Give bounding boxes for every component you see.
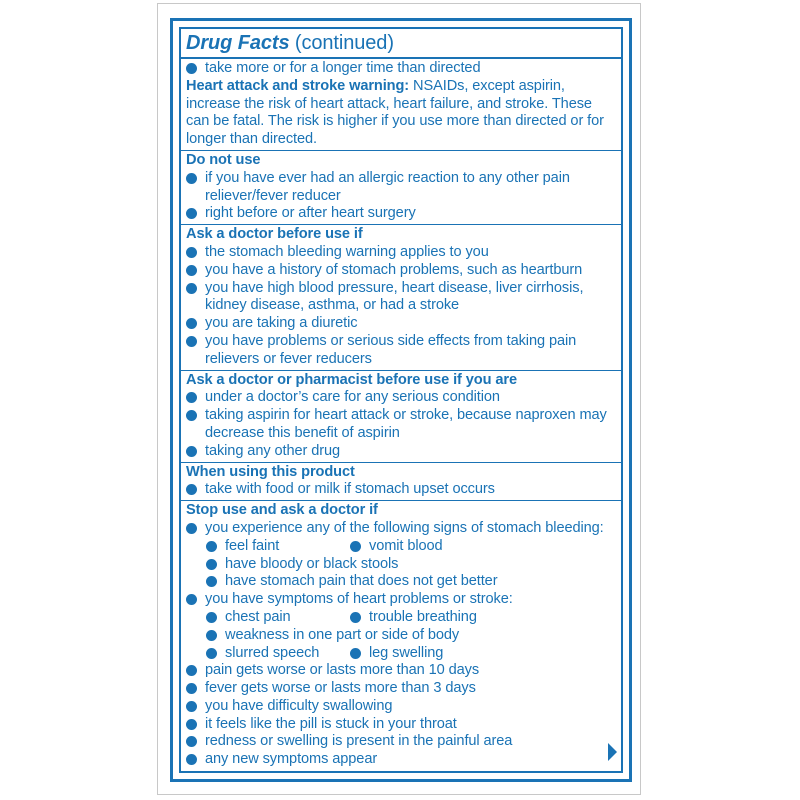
bullet-dot-icon: [186, 719, 197, 730]
list-item: you have difficulty swallowing: [186, 698, 617, 716]
sub-list-pair: [186, 538, 617, 556]
bullet-dot-icon: [350, 541, 361, 552]
list-item: any new symptoms appear: [186, 751, 617, 769]
bullet-dot-icon: [206, 630, 217, 641]
bullet-dot-icon: [186, 318, 197, 329]
list-item: taking aspirin for heart attack or stroke, because naproxen may decrease this benefit of aspirin: [186, 407, 617, 443]
bullet-dot-icon: [206, 559, 217, 570]
sub-list-item: feel faint: [186, 538, 350, 556]
bullet-dot-icon: [206, 648, 217, 659]
bullet-dot-icon: [206, 576, 217, 587]
list-item: you have problems or serious side effects from taking pain relievers or fever reducers: [186, 333, 617, 369]
bullet-dot-icon: [186, 683, 197, 694]
drug-facts-content: [179, 27, 623, 773]
bullet-dot-icon: [186, 701, 197, 712]
list-item: you have high blood pressure, heart disease, liver cirrhosis, kidney disease, asthma, or had a stroke: [186, 280, 617, 316]
intro-section: [181, 59, 621, 151]
bullet-dot-icon: [186, 283, 197, 294]
section-heading: When using this product: [186, 463, 355, 480]
list-item: the stomach bleeding warning applies to you: [186, 244, 617, 262]
bullet-dot-icon: [186, 484, 197, 495]
section-heading: Do not use: [186, 151, 261, 168]
title-bold: Drug Facts: [186, 32, 290, 54]
bullet-dot-icon: [186, 523, 197, 534]
bullet-dot-icon: [186, 736, 197, 747]
list-item: you experience any of the following signs of stomach bleeding:: [186, 520, 617, 538]
page-title: [181, 29, 621, 59]
heart-attack-warning: Heart attack and stroke warning: NSAIDs, except aspirin, increase the risk of heart attack, heart failure, and stroke. These can be fatal. The risk is higher if you use more than directed or for longer than directed.: [186, 77, 604, 148]
list-item: you have a history of stomach problems, such as heartburn: [186, 262, 617, 280]
bullet-dot-icon: [350, 612, 361, 623]
sub-list-item: have bloody or black stools: [186, 556, 617, 574]
sub-list-item: leg swelling: [350, 645, 443, 663]
sub-list-item: trouble breathing: [350, 609, 477, 627]
bullet-dot-icon: [206, 612, 217, 623]
bullet-dot-icon: [186, 754, 197, 765]
list-item: take with food or milk if stomach upset occurs: [186, 481, 617, 499]
list-item: right before or after heart surgery: [186, 205, 617, 223]
bullet-dot-icon: [186, 410, 197, 421]
stop-use-section: [181, 501, 621, 770]
bullet-dot-icon: [186, 336, 197, 347]
bullet-dot-icon: [206, 541, 217, 552]
list-item: you are taking a diuretic: [186, 315, 617, 333]
bullet-dot-icon: [186, 63, 197, 74]
list-item: you have symptoms of heart problems or stroke:: [186, 591, 617, 609]
title-continued: (continued): [289, 32, 394, 54]
sub-list-item: slurred speech: [186, 645, 350, 663]
list-item: taking any other drug: [186, 443, 617, 461]
drug-facts-panel: [170, 18, 632, 782]
sub-list-item: have stomach pain that does not get better: [186, 573, 617, 591]
bullet-dot-icon: [186, 247, 197, 258]
sub-list-pair: [186, 645, 617, 663]
list-item: it feels like the pill is stuck in your throat: [186, 716, 617, 734]
list-item: redness or swelling is present in the painful area: [186, 733, 617, 751]
section-heading: Ask a doctor before use if: [186, 226, 363, 243]
list-item: under a doctor’s care for any serious condition: [186, 389, 617, 407]
section-heading: Ask a doctor or pharmacist before use if you are: [186, 371, 517, 388]
section-heading: Stop use and ask a doctor if: [186, 502, 378, 519]
bullet-dot-icon: [186, 392, 197, 403]
list-item: if you have ever had an allergic reaction to any other pain reliever/fever reducer: [186, 170, 617, 206]
continue-arrow-icon: [608, 743, 617, 761]
bullet-dot-icon: [186, 265, 197, 276]
bullet-dot-icon: [186, 173, 197, 184]
sub-list-item: vomit blood: [350, 538, 443, 556]
bullet-dot-icon: [350, 648, 361, 659]
when-using-section: [181, 463, 621, 502]
ask-pharmacist-section: [181, 371, 621, 463]
list-item: fever gets worse or lasts more than 3 days: [186, 680, 617, 698]
bullet-dot-icon: [186, 208, 197, 219]
sub-list-item: weakness in one part or side of body: [186, 627, 617, 645]
list-item: pain gets worse or lasts more than 10 days: [186, 662, 617, 680]
bullet-dot-icon: [186, 446, 197, 457]
ask-doctor-section: [181, 225, 621, 370]
sub-list-item: chest pain: [186, 609, 350, 627]
bullet-dot-icon: [186, 594, 197, 605]
do-not-use-section: [181, 151, 621, 225]
list-item: take more or for a longer time than directed: [186, 60, 617, 78]
bullet-dot-icon: [186, 665, 197, 676]
sub-list-pair: [186, 609, 617, 627]
